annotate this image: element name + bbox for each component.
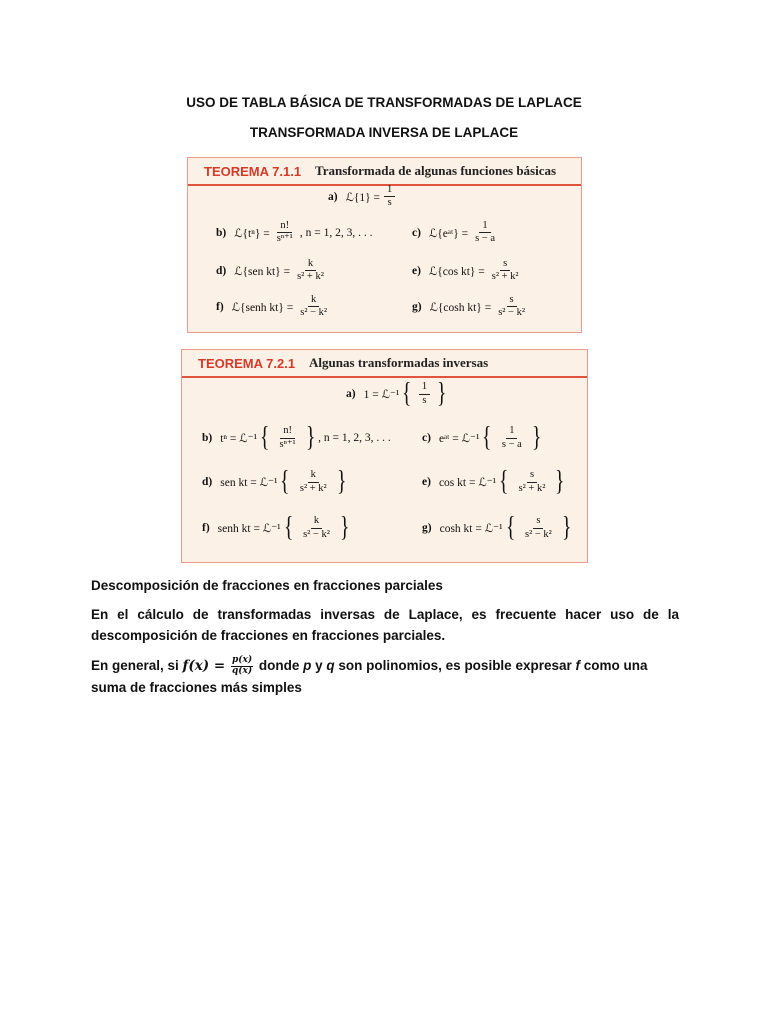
denominator: sⁿ⁺¹ [279,438,296,450]
fraction [297,294,330,319]
fraction [495,294,528,319]
denominator: s² − k² [498,307,525,319]
numerator: s [533,515,543,528]
formula-b [216,220,372,245]
formula-label: e) [422,476,431,488]
denominator: s² − k² [524,528,552,540]
numerator: s [507,294,517,307]
formula-lhs: tⁿ = ℒ⁻¹ [220,433,258,445]
numerator: s [500,258,510,271]
denominator: s − a [475,233,495,245]
numerator: k [311,515,322,528]
left-brace: { [505,512,515,543]
variable-q: q [326,658,335,673]
denominator: s² + k² [518,482,546,494]
numerator: n! [280,425,295,438]
numerator: 1 [419,381,430,394]
formula-label: g) [412,300,422,313]
fraction [489,258,522,283]
formula-lhs: senh kt = ℒ⁻¹ [217,523,281,535]
left-brace: { [499,466,509,497]
section-heading: Descomposición de fracciones en fracciones parciales [91,578,443,593]
left-brace: { [482,422,492,453]
fraction [522,515,555,540]
numerator: s [527,469,537,482]
theorem-number: TEOREMA 7.2.1 [198,355,296,371]
numerator: k [308,469,319,482]
formula-label: b) [216,226,227,239]
right-brace: } [339,512,350,543]
formula-lhs: ℒ{senh kt} = [231,301,294,314]
formula-lhs: cosh kt = ℒ⁻¹ [439,523,503,535]
inverse-formula-d [202,468,349,496]
denominator: q(x) [231,665,253,676]
formula-lhs: eᵃᵗ = ℒ⁻¹ [438,433,480,445]
formula-lhs: ℒ{eᵃᵗ} = [428,227,469,240]
denominator: s² − k² [300,307,328,319]
formula-label: b) [202,432,213,444]
fraction [472,220,498,245]
numerator: k [305,258,316,271]
paragraph-partial-fractions: En el cálculo de transformadas inversas de Laplace, es frecuente hacer uso de la descomposición de fracciones en fracciones parciales. [91,607,679,643]
denominator: s [387,197,392,209]
numerator: k [308,294,319,307]
left-brace: { [280,466,290,497]
formula-lhs: ℒ{tⁿ} = [234,227,270,240]
text-segment: En general, si [91,658,183,673]
numerator: p(x) [231,655,253,666]
left-brace: { [260,422,270,453]
theorem-header [182,350,587,378]
paragraph-general [91,655,679,698]
fraction [274,220,296,245]
formula-g [412,294,532,319]
inverse-formula-b [202,424,391,452]
numerator: 1 [384,184,395,197]
formula-lhs: ℒ{cosh kt} = [429,301,492,314]
formula-tail: , n = 1, 2, 3, . . . [299,226,373,239]
formula-lhs: ℒ{sen kt} = [234,265,291,278]
right-brace: } [336,466,347,497]
denominator: s [422,394,427,406]
formula-lhs: ℒ{1} = [345,191,381,204]
left-brace: { [283,512,294,543]
right-brace: } [555,466,565,497]
inverse-formula-e [422,468,568,496]
formula-label: c) [422,432,431,444]
fraction [384,184,395,209]
theorem-header [188,158,581,186]
denominator: s² + k² [299,482,327,494]
right-brace: } [437,378,447,409]
fraction [277,425,299,450]
formula-lhs: 1 = ℒ⁻¹ [363,389,400,401]
formula-d [216,258,331,283]
text-segment: son polinomios, es posible expresar [334,658,576,673]
fraction [300,515,333,540]
inverse-formula-a [346,380,450,408]
formula-label: d) [216,264,227,277]
fraction [419,381,430,406]
formula-label: c) [412,226,421,239]
formula-label: e) [412,264,421,277]
variable-p: p [303,658,312,673]
denominator: s² + k² [297,271,324,283]
text-segment: como una suma de fracciones más simples [91,658,648,695]
theorem-box-7-2-1 [181,349,588,563]
fraction [297,469,330,494]
right-brace: } [561,512,572,543]
theorem-number: TEOREMA 7.1.1 [204,163,302,179]
formula-lhs: sen kt = ℒ⁻¹ [220,477,278,489]
inverse-formula-f [202,514,352,542]
fraction [516,469,549,494]
denominator: s² − k² [303,528,330,540]
formula-f [216,294,334,319]
denominator: sⁿ⁺¹ [276,233,293,245]
theorem-box-7-1-1 [187,157,582,333]
theorem-title: Algunas transformadas inversas [309,355,489,370]
function-fx: f(x) = [182,658,226,674]
fraction [294,258,327,283]
formula-lhs: cos kt = ℒ⁻¹ [438,477,497,489]
formula-c [412,220,502,245]
document-subtitle: TRANSFORMADA INVERSA DE LAPLACE [249,125,519,140]
theorem-title: Transformada de algunas funciones básicas [315,163,557,178]
numerator: 1 [506,425,517,438]
text-segment: donde [255,658,304,673]
numerator: n! [277,220,292,233]
inverse-formula-c [422,424,544,452]
fraction-pq [231,656,253,677]
document-title: USO DE TABLA BÁSICA DE TRANSFORMADAS DE LAPLACE [186,95,582,110]
formula-label: f) [202,522,210,534]
variable-f: f [575,658,580,673]
formula-label: a) [328,190,338,203]
right-brace: } [305,422,316,453]
formula-label: g) [422,522,432,534]
formula-a [328,184,399,209]
numerator: 1 [479,220,490,233]
formula-e [412,258,526,283]
formula-label: d) [202,476,213,488]
fraction [499,425,525,450]
formula-label: a) [346,388,356,400]
formula-lhs: ℒ{cos kt} = [428,265,485,278]
denominator: s − a [501,438,522,450]
formula-tail: , n = 1, 2, 3, . . . [318,432,391,444]
denominator: s² + k² [491,271,519,283]
formula-label: f) [216,300,224,313]
inverse-formula-g [422,514,574,542]
text-segment: y [311,658,327,673]
left-brace: { [402,378,412,409]
right-brace: } [531,422,542,453]
